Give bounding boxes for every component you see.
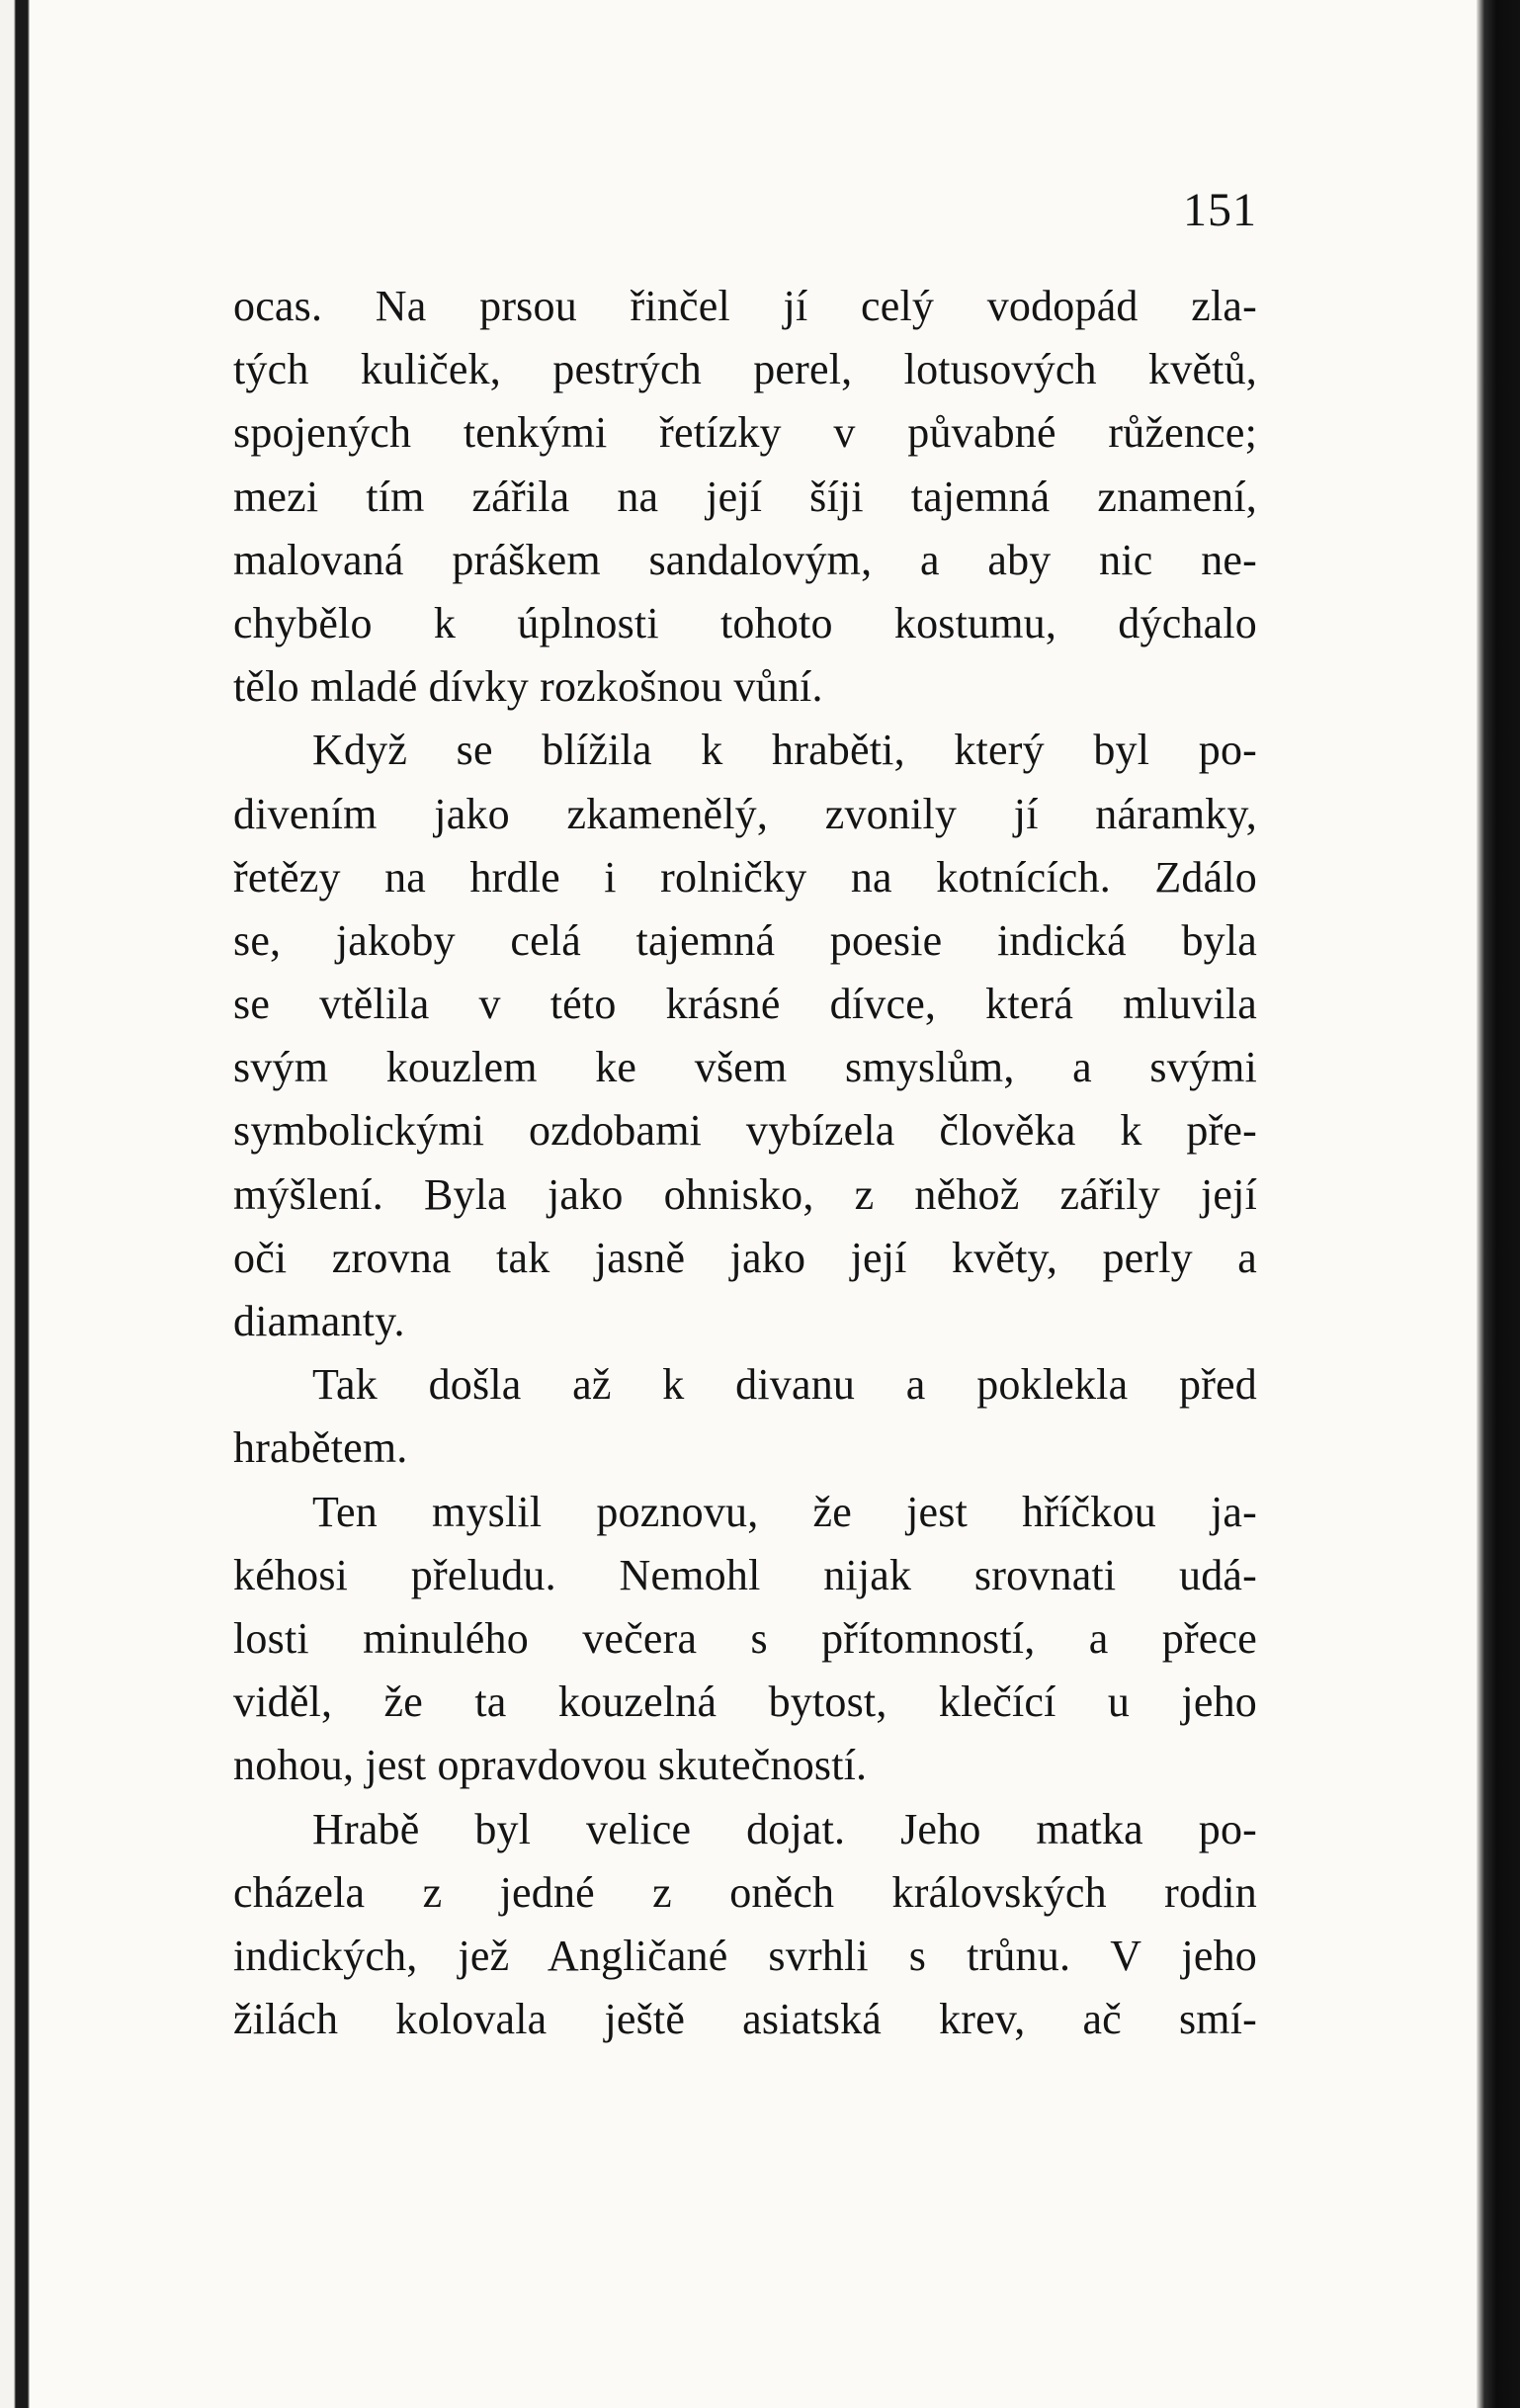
text-line: divením jako zkamenělý, zvonily jí náramky, <box>233 789 1257 838</box>
text-line: se vtělila v této krásné dívce, která mluvila <box>233 980 1257 1029</box>
page-number: 151 <box>1183 184 1257 236</box>
text-line: tělo mladé dívky rozkošnou vůní. <box>233 662 823 712</box>
text-line: ocas. Na prsou řinčel jí celý vodopád zla- <box>233 282 1257 330</box>
text-line: chybělo k úplnosti tohoto kostumu, dýchalo <box>233 598 1257 647</box>
text-line: Hrabě byl velice dojat. Jeho matka po- <box>312 1804 1257 1853</box>
body-text <box>233 275 1257 2051</box>
text-line: diamanty. <box>233 1297 405 1345</box>
text-line: Když se blížila k hraběti, který byl po- <box>312 726 1257 775</box>
text-line: symbolickými ozdobami vybízela člověka k pře- <box>233 1106 1257 1156</box>
text-line: malovaná práškem sandalovým, a aby nic ne- <box>233 535 1257 584</box>
text-line: mýšlení. Byla jako ohnisko, z něhož zářily její <box>233 1169 1257 1219</box>
text-line: mezi tím zářila na její šíji tajemná znamení, <box>233 472 1257 521</box>
text-line: Tak došla až k divanu a poklekla před <box>312 1360 1257 1410</box>
text-line: losti minulého večera s přítomností, a přece <box>233 1613 1257 1663</box>
text-line: tých kuliček, pestrých perel, lotusových květů, <box>233 345 1257 394</box>
text-line: kéhosi přeludu. Nemohl nijak srovnati udá- <box>233 1550 1257 1599</box>
text-line: Ten myslil poznovu, že jest hříčkou ja- <box>312 1487 1257 1536</box>
text-line: oči zrovna tak jasně jako její květy, perly a <box>233 1233 1257 1282</box>
text-line: se, jakoby celá tajemná poesie indická byla <box>233 915 1257 965</box>
text-line: řetězy na hrdle i rolničky na kotnících. Zdálo <box>233 852 1257 902</box>
text-line: cházela z jedné z oněch královských rodin <box>233 1867 1257 1917</box>
text-line: viděl, že ta kouzelná bytost, klečící u jeho <box>233 1677 1257 1727</box>
scan-left-edge <box>0 0 30 2408</box>
text-line: nohou, jest opravdovou skutečností. <box>233 1741 868 1790</box>
text-line: indických, jež Angličané svrhli s trůnu. V jeho <box>233 1931 1257 1980</box>
scan-right-edge <box>1477 0 1520 2408</box>
text-line: hrabětem. <box>233 1423 408 1473</box>
text-line: spojených tenkými řetízky v půvabné růžence; <box>233 408 1257 458</box>
text-line: žilách kolovala ještě asiatská krev, ač smí- <box>233 1995 1257 2044</box>
text-line: svým kouzlem ke všem smyslům, a svými <box>233 1043 1257 1092</box>
